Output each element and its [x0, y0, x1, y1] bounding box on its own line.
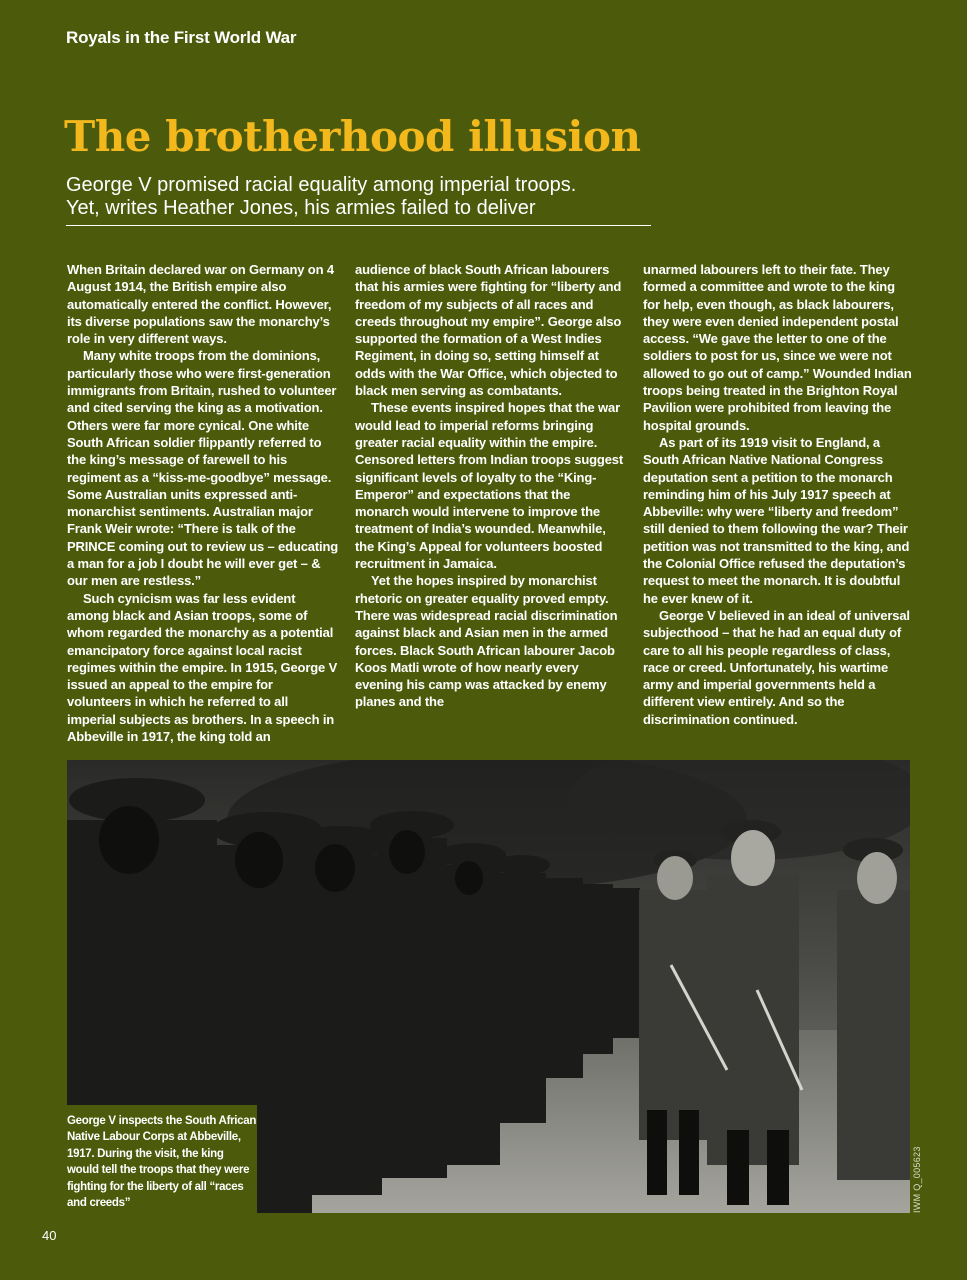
- standfirst-line: Yet, writes Heather Jones, his armies failed to deliver: [66, 197, 536, 219]
- body-column-2: [355, 261, 627, 745]
- paragraph: unarmed labourers left to their fate. They formed a committee and wrote to the king for help, even though, as black labourers, they were even denied independent postal access. “We gave the letter to one of the soldiers to post for us, since we were not allowed to go out of camp.” Wounded Indian troops being treated in the Brighton Royal Pavilion were prohibited from leaving the hospital grounds.: [643, 262, 912, 433]
- paragraph: When Britain declared war on Germany on 4 August 1914, the British empire also automatically entered the conflict. However, its diverse populations saw the monarchy’s role in very different ways.: [67, 262, 334, 347]
- paragraph: audience of black South African labourers that his armies were fighting for “liberty and freedom of my subjects of all races and creeds throughout my empire”. George also supported the formation of a West Indies Regiment, in doing so, setting himself at odds with the War Office, which objected to black men serving as combatants.: [355, 262, 622, 399]
- section-title: Royals in the First World War: [66, 28, 297, 47]
- photo-caption: George V inspects the South African Native Labour Corps at Abbeville, 1917. During the visit, the king would tell the troops that they were fighting for the liberty of all “races and creeds”: [57, 1105, 257, 1213]
- paragraph: Yet the hopes inspired by monarchist rhetoric on greater equality proved empty. There was widespread racial discrimination against black and Asian men in the armed forces. Black South African labourer Jacob Koos Matli wrote of how nearly every evening his camp was attacked by enemy planes and the: [355, 573, 618, 710]
- page-number: 40: [42, 1228, 57, 1243]
- paragraph: Such cynicism was far less evident among black and Asian troops, some of whom regarded the monarchy as a potential emancipatory force against local racist regimes within the empire. In 1915, George V issued an appeal to the empire for volunteers in which he referred to all imperial subjects as brothers. In a speech in Abbeville in 1917, the king told an: [67, 590, 338, 745]
- paragraph: As part of its 1919 visit to England, a South African Native National Congress deputation sent a petition to the monarch reminding him of his July 1917 speech at Abbeville: why were “liberty and freedom” still denied to them following the war? Their petition was not transmitted to the king, and the Colonial Office refused the deputation’s request to meet the monarch. It is doubtful he ever knew of it.: [643, 434, 910, 606]
- standfirst: [66, 174, 651, 226]
- paragraph: George V believed in an ideal of universal subjecthood – that he had an equal duty of care to all his people regardless of class, race or creed. Unfortunately, his wartime army and imperial governments held a different view entirely. And so the discrimination continued.: [643, 607, 910, 727]
- body-column-3: [643, 261, 915, 745]
- photo-credit: IWM Q_005623: [912, 1146, 922, 1213]
- standfirst-line: George V promised racial equality among imperial troops.: [66, 174, 577, 196]
- headline: The brotherhood illusion: [64, 112, 641, 161]
- paragraph: Many white troops from the dominions, particularly those who were first-generation immigrants from Britain, rushed to volunteer and cited serving the king as a motivation. Others were far more cynical. One white South African soldier flippantly referred to the king’s message of farewell to his regiment as a “kiss-me-goodbye” message. Some Australian units expressed anti-monarchist sentiments. Australian major Frank Weir wrote: “There is talk of the PRINCE coming out to review us – educating a man for a job I doubt he will ever get – & our men are restless.”: [67, 348, 339, 589]
- body-column-1: [67, 261, 339, 745]
- article-body: [67, 261, 915, 745]
- paragraph: These events inspired hopes that the war would lead to imperial reforms bringing greater racial equality within the empire. Censored letters from Indian troops suggest significant levels of loyalty to the “King-Emperor” and expectations that the monarch would intervene to improve the treatment of India’s wounded. Meanwhile, the King’s Appeal for volunteers boosted recruitment in Jamaica.: [355, 400, 624, 572]
